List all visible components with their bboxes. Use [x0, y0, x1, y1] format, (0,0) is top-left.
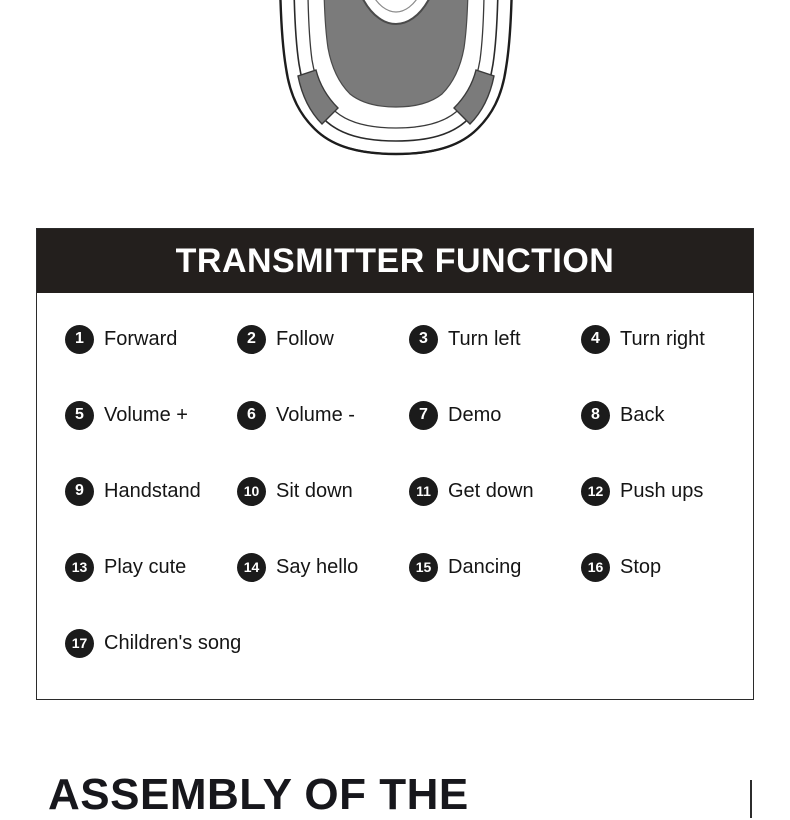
function-item: [409, 317, 581, 361]
function-item: [581, 469, 753, 513]
function-label: Turn left: [448, 327, 521, 350]
function-label: Volume -: [276, 403, 355, 426]
panel-header: [37, 229, 753, 293]
function-item: [237, 393, 409, 437]
function-label: Turn right: [620, 327, 705, 350]
function-label: Follow: [276, 327, 334, 350]
function-label: Dancing: [448, 555, 522, 578]
function-item: [581, 317, 753, 361]
function-label: Sit down: [276, 479, 353, 502]
function-number-badge: 7: [409, 401, 438, 430]
function-number-badge: 12: [581, 477, 610, 506]
function-item: [65, 317, 237, 361]
function-label: Handstand: [104, 479, 201, 502]
function-number-badge: 11: [409, 477, 438, 506]
function-item: [65, 545, 237, 589]
function-item: [409, 393, 581, 437]
function-number-badge: 17: [65, 629, 94, 658]
function-label: Children's song: [104, 631, 242, 654]
function-item: [65, 621, 242, 665]
function-number-badge: 10: [237, 477, 266, 506]
function-item: [65, 469, 237, 513]
function-number-badge: 14: [237, 553, 266, 582]
function-label: Volume +: [104, 403, 188, 426]
section-heading: ASSEMBLY OF THE: [48, 770, 469, 819]
function-number-badge: 4: [581, 325, 610, 354]
function-number-badge: 9: [65, 477, 94, 506]
vertical-rule: [750, 780, 752, 818]
function-number-badge: 5: [65, 401, 94, 430]
function-number-badge: 13: [65, 553, 94, 582]
function-label: Forward: [104, 327, 178, 350]
function-grid: [65, 317, 725, 665]
transmitter-function-panel: [36, 228, 754, 700]
function-label: Play cute: [104, 555, 187, 578]
function-label: Get down: [448, 479, 534, 502]
function-label: Say hello: [276, 555, 359, 578]
function-item: [581, 393, 753, 437]
function-item: [409, 545, 581, 589]
function-item: [237, 469, 409, 513]
function-label: Back: [620, 403, 665, 426]
function-number-badge: 15: [409, 553, 438, 582]
function-number-badge: 8: [581, 401, 610, 430]
function-number-badge: 6: [237, 401, 266, 430]
function-item: [237, 317, 409, 361]
function-label: Push ups: [620, 479, 704, 502]
panel-title: TRANSMITTER FUNCTION: [175, 241, 615, 280]
function-number-badge: 1: [65, 325, 94, 354]
function-number-badge: 2: [237, 325, 266, 354]
function-item: [65, 393, 237, 437]
function-label: Stop: [620, 555, 662, 578]
function-item: [237, 545, 409, 589]
function-number-badge: 16: [581, 553, 610, 582]
product-illustration: [0, 0, 790, 205]
function-label: Demo: [448, 403, 502, 426]
function-number-badge: 3: [409, 325, 438, 354]
function-item: [409, 469, 581, 513]
function-item: [581, 545, 753, 589]
panel-body: [37, 293, 753, 685]
